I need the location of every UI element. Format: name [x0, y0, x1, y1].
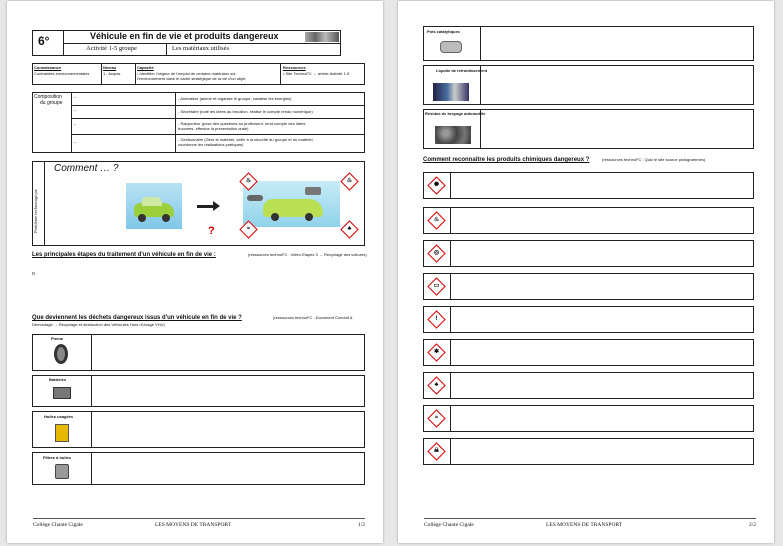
section-treatment-title: Les principales étapes du traitement d'un véhicule en fin de vie :: [32, 252, 216, 258]
flammable-icon: ♨: [340, 172, 358, 190]
info-head-resources: Ressources: [283, 65, 306, 70]
info-body-knowledge: Contraintes environnementales: [34, 71, 90, 76]
info-body-level: 1 : Acquis: [103, 71, 121, 76]
group-member-slot[interactable]: -: [74, 122, 76, 128]
page-footer: [424, 518, 756, 529]
group-member-slot[interactable]: -: [74, 108, 76, 114]
answer-field[interactable]: [451, 208, 753, 233]
problem-vertical-label: Problème technologique: [33, 189, 38, 233]
footer-page-number: 1/2: [357, 522, 365, 528]
group-member-slot[interactable]: -: [74, 140, 76, 146]
corrosive-icon: ≈: [427, 409, 445, 427]
footer-school: Collège Chante Cigale: [33, 522, 83, 528]
role-reporter-1: - Rapporteur (pose des questions au professeur, rend compte des idées: [178, 121, 306, 126]
gas-cylinder-icon: ▭: [427, 277, 445, 295]
answer-field[interactable]: [451, 307, 753, 332]
answer-field[interactable]: [481, 66, 753, 104]
info-body-resources: • Site TechnoFC → article Activité 1-5: [283, 71, 350, 76]
role-secretary: - Secrétaire (note les idées au brouillon, réalise le compte rendu numérique): [178, 109, 313, 114]
answer-field[interactable]: [92, 335, 364, 370]
shredder-residue-image: [435, 126, 471, 144]
exclamation-icon: !: [427, 310, 445, 328]
waste-label-used-oils: Huiles usagées: [44, 414, 74, 419]
answer-field[interactable]: [451, 340, 753, 365]
car-image: [126, 183, 182, 229]
bullet-point[interactable]: o: [32, 271, 35, 277]
oxidizer-icon: ◎: [427, 244, 445, 262]
role-manager-1: - Gestionnaire (Gère le matériel, veille à la sécurité du groupe et du matériel,: [178, 137, 314, 142]
answer-field[interactable]: [451, 373, 753, 398]
answer-field[interactable]: [451, 241, 753, 266]
answer-field[interactable]: [451, 439, 753, 464]
answer-field[interactable]: [451, 274, 753, 299]
footer-page-number: 2/2: [748, 522, 756, 528]
info-head-capacity: Capacité: [137, 65, 154, 70]
topic-label: Les matériaux utilisés: [172, 45, 230, 52]
group-label-2: du groupe: [40, 100, 63, 106]
page-title: Véhicule en fin de vie et produits dangereux: [90, 31, 279, 41]
waste-label-catalytic: Pots catalytiques: [427, 29, 460, 34]
toxic-icon: ☠: [427, 442, 445, 460]
info-body-capacity-2: l'environnement dans le cadre stratégique de la vie d'un objet: [137, 76, 246, 81]
answer-field[interactable]: [92, 376, 364, 406]
page-2: [398, 1, 774, 543]
waste-label-oil-filters: Filtres à huiles: [43, 455, 72, 460]
section-treatment-source: (ressources technoFC : Vidéo Etapes 3 → Recyclage des voitures): [248, 252, 367, 257]
coolant-image: [433, 83, 469, 101]
oil-can-icon: [55, 424, 69, 442]
waste-label-coolant: Liquide de refroidissement: [436, 68, 488, 73]
section-waste-source-2: Démontage → Recyclage et destruction des Véhicules Hors d'Usage VHU): [32, 322, 165, 327]
section-waste-title: Que deviennent les déchets dangereux issus d'un véhicule en fin de vie ?: [32, 315, 242, 321]
footer-subject: LES MOYENS DE TRANSPORT: [155, 522, 232, 528]
footer-school: Collège Chante Cigale: [424, 522, 474, 528]
role-animator: - Animateur (anime et organise le groupe, canalise les énergies): [178, 96, 292, 101]
waste-label-tires: Pneus: [51, 336, 64, 341]
info-head-knowledge: Connaissance: [34, 65, 62, 70]
waste-label-residues: Résidus de broyage automobile: [425, 111, 486, 116]
flammable-icon: ♨: [427, 211, 445, 229]
catalytic-converter-icon: [440, 41, 462, 53]
answer-field[interactable]: [481, 110, 753, 148]
grade-label: 6°: [38, 34, 50, 48]
answer-field[interactable]: [92, 412, 364, 447]
answer-field[interactable]: [451, 406, 753, 431]
section-waste-source-1: (ressources technoFC : Document Conduit &: [273, 315, 353, 320]
corrosive-icon: ≈: [239, 220, 257, 238]
footer-subject: LES MOYENS DE TRANSPORT: [546, 522, 623, 528]
answer-field[interactable]: [451, 173, 753, 198]
answer-field[interactable]: [92, 453, 364, 484]
tire-icon: [54, 344, 68, 364]
battery-icon: [53, 387, 71, 399]
info-body-capacity-1: • Identifier l'origine de l'emploi de certains matériaux sur: [137, 71, 236, 76]
group-label-1: Composition: [34, 94, 62, 100]
page-footer: [33, 518, 365, 529]
pictogram-question-source: (ressources technoFC : Quiz le site source pictogrammes): [602, 157, 706, 162]
page-1: [7, 1, 383, 543]
answer-field[interactable]: [481, 27, 753, 60]
explosive-icon: ✺: [427, 176, 445, 194]
activity-label: Activité 1-5 groupe: [86, 45, 137, 52]
flammable-icon: ♨: [239, 172, 257, 190]
health-hazard-icon: ✱: [427, 343, 445, 361]
question-mark-icon: ?: [208, 225, 215, 237]
pictogram-question-title: Comment reconnaître les produits chimiques dangereux ?: [423, 157, 590, 163]
environment-icon: ♣: [340, 220, 358, 238]
dismantled-car-image: [243, 181, 340, 227]
environment-icon: ♣: [427, 376, 445, 394]
info-head-level: Niveau: [103, 65, 117, 70]
role-reporter-2: trouvées, effectue la présentation orale): [178, 126, 249, 131]
problem-question: Comment … ?: [54, 163, 119, 174]
header-thumbnail: [305, 32, 339, 42]
role-manager-2: coordonne les réalisations pratiques): [178, 142, 244, 147]
filter-icon: [55, 464, 69, 479]
waste-label-batteries: Batteries: [49, 377, 67, 382]
group-member-slot[interactable]: -: [74, 95, 76, 101]
